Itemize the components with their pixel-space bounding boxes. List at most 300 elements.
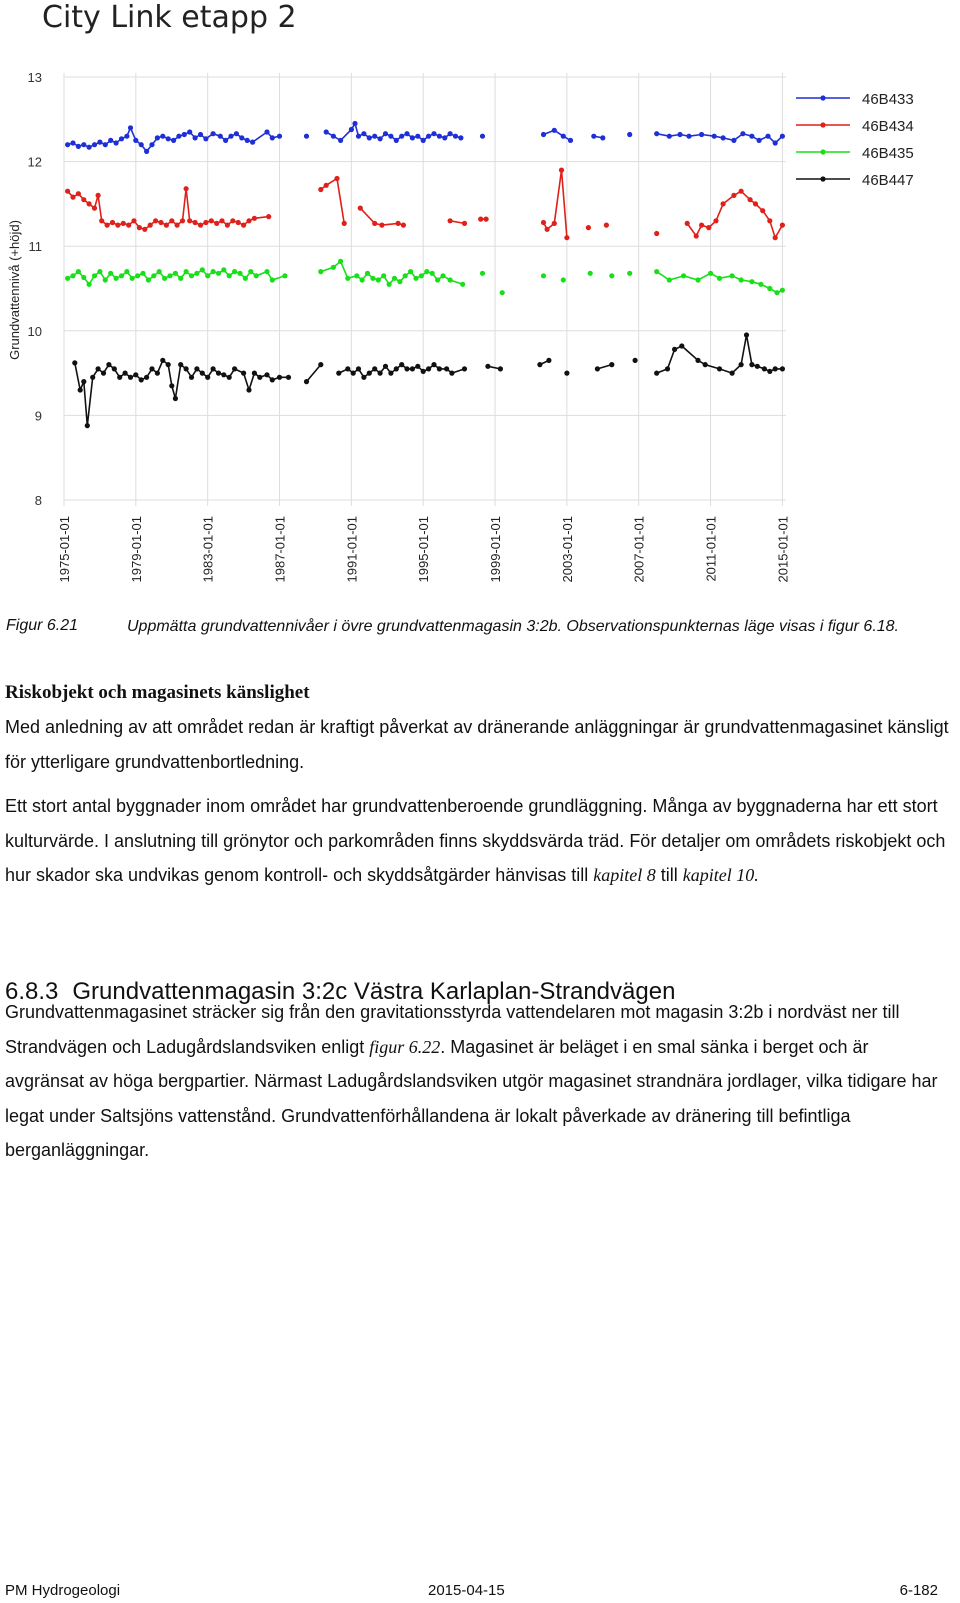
data-point <box>70 140 75 145</box>
data-point <box>717 366 722 371</box>
data-point <box>681 273 686 278</box>
data-point <box>458 135 463 140</box>
data-point <box>160 358 165 363</box>
data-point <box>124 269 129 274</box>
paragraph-risk-objects-text: Ett stort antal byggnader inom området har grundvattenberoende grundläggning. Många av byggnaderna har ett stort kulturvärde. I anslutning till grönytor och parkområden finns skyddsvärda träd. För detaljer om områdets riskobjekt och hur skador ska undvikas genom kontroll- och skyddsåtgärder hänvisas till <box>5 796 946 885</box>
groundwater-level-chart <box>0 60 940 600</box>
footer-document-name: PM Hydrogeologi <box>5 1582 121 1599</box>
data-point <box>97 269 102 274</box>
data-point <box>342 221 347 226</box>
data-point <box>243 276 248 281</box>
legend-label: 46B447 <box>862 172 914 189</box>
link-kapitel-10[interactable]: kapitel 10. <box>682 865 759 885</box>
data-point <box>588 271 593 276</box>
data-point <box>426 134 431 139</box>
data-point <box>336 371 341 376</box>
data-point <box>184 186 189 191</box>
data-point <box>633 358 638 363</box>
data-point <box>160 134 165 139</box>
data-point <box>205 375 210 380</box>
data-point <box>264 372 269 377</box>
data-point <box>730 273 735 278</box>
chart-y-axis-label: Grundvattennivå (+höjd) <box>7 220 22 360</box>
data-point <box>424 269 429 274</box>
data-point <box>367 135 372 140</box>
data-point <box>345 366 350 371</box>
data-point <box>399 362 404 367</box>
data-point <box>686 134 691 139</box>
data-point <box>139 377 144 382</box>
data-point <box>568 138 573 143</box>
data-point <box>394 138 399 143</box>
data-point <box>404 366 409 371</box>
data-point <box>595 366 600 371</box>
data-point <box>106 362 111 367</box>
data-point <box>731 193 736 198</box>
chart-legend <box>796 91 914 189</box>
data-point <box>135 273 140 278</box>
data-point <box>749 134 754 139</box>
data-point <box>234 131 239 136</box>
data-point <box>277 375 282 380</box>
data-point <box>65 142 70 147</box>
data-point <box>227 273 232 278</box>
data-point <box>140 271 145 276</box>
data-point <box>254 273 259 278</box>
paragraph-risk-objects-mid: till <box>655 865 683 885</box>
data-point <box>182 132 187 137</box>
data-point <box>133 138 138 143</box>
data-point <box>184 269 189 274</box>
x-tick-label: 1979-01-01 <box>128 516 144 583</box>
paragraph-aquifer-text-b: . Magasinet är beläget i en smal sänka i berget och är avgränsat av höga bergpartier. Närmast Ladugårdslandsviken utgör magasinet strandnära jordlager, vilka tidigare har legat under Saltsjöns vattenstånd. Grundvattenförhållandena är lokalt påverkade av dränering till befintliga berganläggningar. <box>5 1036 938 1160</box>
data-point <box>760 208 765 213</box>
data-point <box>239 135 244 140</box>
data-point <box>762 366 767 371</box>
data-point <box>126 223 131 228</box>
data-point <box>699 132 704 137</box>
data-point <box>559 168 564 173</box>
data-point <box>731 138 736 143</box>
data-point <box>654 231 659 236</box>
y-tick-label: 9 <box>34 408 42 424</box>
data-point <box>149 142 154 147</box>
data-point <box>264 129 269 134</box>
data-point <box>216 371 221 376</box>
data-point <box>360 277 365 282</box>
data-point <box>758 282 763 287</box>
data-point <box>246 218 251 223</box>
data-point <box>564 235 569 240</box>
data-point <box>748 197 753 202</box>
data-point <box>448 131 453 136</box>
data-point <box>248 269 253 274</box>
data-point <box>749 279 754 284</box>
data-point <box>304 379 309 384</box>
data-point <box>410 135 415 140</box>
data-point <box>462 366 467 371</box>
paragraph-aquifer-3-2c <box>5 995 950 1168</box>
document-header-title: City Link etapp 2 <box>42 0 297 35</box>
data-point <box>270 135 275 140</box>
data-point <box>225 223 230 228</box>
data-point <box>173 396 178 401</box>
data-point <box>484 217 489 222</box>
data-point <box>500 290 505 295</box>
data-point <box>121 221 126 226</box>
data-point <box>200 267 205 272</box>
data-point <box>166 136 171 141</box>
data-point <box>485 364 490 369</box>
data-point <box>394 366 399 371</box>
data-point <box>76 191 81 196</box>
data-point <box>176 134 181 139</box>
data-point <box>356 366 361 371</box>
data-point <box>227 375 232 380</box>
data-point <box>264 269 269 274</box>
section-title: Grundvattenmagasin 3:2c Västra Karlaplan-Strandvägen <box>72 978 676 1005</box>
data-point <box>108 271 113 276</box>
data-point <box>105 223 110 228</box>
data-point <box>435 277 440 282</box>
data-point <box>780 288 785 293</box>
data-point <box>480 271 485 276</box>
data-point <box>694 233 699 238</box>
data-point <box>421 369 426 374</box>
data-point <box>101 371 106 376</box>
data-point <box>372 134 377 139</box>
data-point <box>324 129 329 134</box>
paragraph-sensitivity: Med anledning av att området redan är kraftigt påverkat av dränerande anläggningar är grundvattenmagasinet känsligt för ytterligare grundvattenbortledning. <box>5 717 949 772</box>
data-point <box>378 136 383 141</box>
data-point <box>110 220 115 225</box>
data-point <box>767 218 772 223</box>
data-point <box>480 134 485 139</box>
y-tick-label: 10 <box>27 323 42 339</box>
data-point <box>169 218 174 223</box>
data-point <box>203 220 208 225</box>
data-point <box>96 366 101 371</box>
data-point <box>153 218 158 223</box>
data-point <box>361 375 366 380</box>
data-point <box>144 149 149 154</box>
data-point <box>155 371 160 376</box>
data-point <box>721 135 726 140</box>
data-point <box>541 132 546 137</box>
data-point <box>444 366 449 371</box>
data-point <box>331 265 336 270</box>
legend-marker <box>820 122 825 127</box>
data-point <box>90 375 95 380</box>
data-point <box>209 218 214 223</box>
data-point <box>361 131 366 136</box>
data-point <box>169 383 174 388</box>
data-point <box>270 277 275 282</box>
data-point <box>70 273 75 278</box>
data-point <box>498 366 503 371</box>
data-point <box>81 197 86 202</box>
data-point <box>187 218 192 223</box>
data-point <box>304 134 309 139</box>
data-point <box>119 136 124 141</box>
data-point <box>198 132 203 137</box>
data-point <box>338 259 343 264</box>
data-point <box>721 201 726 206</box>
data-point <box>654 269 659 274</box>
data-point <box>349 127 354 132</box>
data-point <box>123 371 128 376</box>
data-point <box>545 227 550 232</box>
data-point <box>133 372 138 377</box>
data-point <box>449 371 454 376</box>
data-point <box>695 277 700 282</box>
data-point <box>541 273 546 278</box>
y-tick-label: 12 <box>27 154 42 170</box>
data-point <box>600 135 605 140</box>
data-point <box>228 134 233 139</box>
link-kapitel-8[interactable]: kapitel 8 <box>593 865 656 885</box>
data-point <box>246 387 251 392</box>
data-point <box>211 269 216 274</box>
legend-marker <box>820 149 825 154</box>
data-point <box>146 277 151 282</box>
data-point <box>108 138 113 143</box>
data-point <box>92 206 97 211</box>
data-point <box>430 271 435 276</box>
data-point <box>178 276 183 281</box>
data-point <box>627 271 632 276</box>
data-point <box>81 379 86 384</box>
data-point <box>378 371 383 376</box>
data-point <box>76 144 81 149</box>
legend-label: 46B433 <box>862 91 914 108</box>
data-point <box>257 375 262 380</box>
legend-label: 46B435 <box>862 145 914 162</box>
data-point <box>739 362 744 367</box>
data-point <box>665 366 670 371</box>
plot-area <box>64 73 786 500</box>
data-point <box>780 134 785 139</box>
data-point <box>695 358 700 363</box>
data-point <box>372 366 377 371</box>
data-point <box>372 221 377 226</box>
x-tick-label: 2015-01-01 <box>775 516 791 583</box>
data-point <box>144 375 149 380</box>
x-tick-label: 2003-01-01 <box>559 516 575 583</box>
data-point <box>87 145 92 150</box>
data-point <box>667 277 672 282</box>
data-point <box>604 223 609 228</box>
footer-page-number: 6-182 <box>899 1582 938 1599</box>
data-point <box>241 371 246 376</box>
data-point <box>266 214 271 219</box>
data-point <box>205 273 210 278</box>
data-point <box>437 134 442 139</box>
data-point <box>740 131 745 136</box>
data-point <box>237 271 242 276</box>
data-point <box>338 138 343 143</box>
legend-label: 46B434 <box>862 118 914 135</box>
data-point <box>609 362 614 367</box>
data-point <box>421 138 426 143</box>
data-point <box>744 332 749 337</box>
data-point <box>331 134 336 139</box>
data-point <box>399 134 404 139</box>
data-point <box>139 142 144 147</box>
data-point <box>175 223 180 228</box>
data-point <box>351 371 356 376</box>
data-point <box>426 366 431 371</box>
data-point <box>151 273 156 278</box>
data-point <box>448 277 453 282</box>
data-point <box>81 275 86 280</box>
data-point <box>773 235 778 240</box>
data-point <box>114 140 119 145</box>
data-point <box>252 371 257 376</box>
data-point <box>627 132 632 137</box>
data-point <box>166 362 171 367</box>
data-point <box>103 142 108 147</box>
data-point <box>755 364 760 369</box>
data-point <box>85 423 90 428</box>
data-point <box>354 273 359 278</box>
data-point <box>685 221 690 226</box>
chart-grid <box>64 73 786 506</box>
data-point <box>561 277 566 282</box>
data-point <box>367 371 372 376</box>
data-point <box>780 366 785 371</box>
data-point <box>119 273 124 278</box>
data-point <box>193 220 198 225</box>
data-point <box>76 269 81 274</box>
data-point <box>404 131 409 136</box>
data-point <box>749 362 754 367</box>
data-point <box>167 273 172 278</box>
data-point <box>717 276 722 281</box>
data-point <box>214 221 219 226</box>
data-point <box>72 360 77 365</box>
data-point <box>193 135 198 140</box>
data-point <box>277 134 282 139</box>
data-point <box>223 138 228 143</box>
data-point <box>324 183 329 188</box>
data-point <box>388 134 393 139</box>
data-point <box>381 273 386 278</box>
data-point <box>401 223 406 228</box>
data-point <box>730 371 735 376</box>
data-point <box>352 121 357 126</box>
data-point <box>164 223 169 228</box>
data-point <box>286 375 291 380</box>
data-point <box>564 371 569 376</box>
data-point <box>232 366 237 371</box>
data-point <box>178 362 183 367</box>
footer-date: 2015-04-15 <box>428 1582 505 1599</box>
data-point <box>408 269 413 274</box>
data-point <box>356 134 361 139</box>
data-point <box>173 271 178 276</box>
data-point <box>757 138 762 143</box>
data-point <box>462 221 467 226</box>
data-point <box>699 223 704 228</box>
paragraph-risk-objects <box>5 789 950 893</box>
data-point <box>586 225 591 230</box>
data-point <box>706 225 711 230</box>
y-tick-label: 13 <box>27 70 42 85</box>
data-point <box>713 218 718 223</box>
data-point <box>448 218 453 223</box>
data-point <box>115 223 120 228</box>
data-point <box>397 279 402 284</box>
data-point <box>739 189 744 194</box>
data-point <box>703 362 708 367</box>
data-point <box>65 276 70 281</box>
data-point <box>453 134 458 139</box>
data-point <box>387 282 392 287</box>
data-point <box>198 223 203 228</box>
x-tick-label: 2007-01-01 <box>631 516 647 583</box>
section-heading-risk: Riskobjekt och magasinets känslighet <box>5 682 310 703</box>
figure-caption: Uppmätta grundvattennivåer i övre grundvattenmagasin 3:2b. Observationspunkternas läge visas i figur 6.18. <box>127 618 899 635</box>
data-point <box>679 343 684 348</box>
data-point <box>431 362 436 367</box>
data-point <box>128 125 133 130</box>
figure-label: Figur 6.21 <box>6 617 79 634</box>
data-point <box>65 189 70 194</box>
data-point <box>211 131 216 136</box>
data-point <box>753 201 758 206</box>
data-point <box>442 135 447 140</box>
data-point <box>345 276 350 281</box>
data-point <box>221 372 226 377</box>
data-point <box>155 135 160 140</box>
data-point <box>712 134 717 139</box>
data-point <box>379 223 384 228</box>
data-point <box>92 142 97 147</box>
data-point <box>236 220 241 225</box>
y-tick-label: 8 <box>34 493 42 508</box>
legend-marker <box>820 176 825 181</box>
data-point <box>230 218 235 223</box>
data-point <box>81 142 86 147</box>
x-tick-label: 1987-01-01 <box>272 516 288 583</box>
data-point <box>677 132 682 137</box>
data-point <box>241 223 246 228</box>
data-point <box>194 271 199 276</box>
data-point <box>388 371 393 376</box>
data-point <box>78 387 83 392</box>
data-point <box>780 223 785 228</box>
data-point <box>552 128 557 133</box>
data-point <box>478 217 483 222</box>
data-point <box>218 134 223 139</box>
x-tick-label: 2011-01-01 <box>703 516 719 582</box>
data-point <box>654 131 659 136</box>
x-tick-label: 1983-01-01 <box>200 516 216 583</box>
data-point <box>189 375 194 380</box>
data-point <box>124 134 129 139</box>
data-point <box>546 358 551 363</box>
data-point <box>252 216 257 221</box>
data-point <box>171 138 176 143</box>
data-point <box>117 375 122 380</box>
data-point <box>114 276 119 281</box>
data-point <box>437 366 442 371</box>
link-figur-6-22[interactable]: figur 6.22 <box>369 1036 441 1057</box>
data-point <box>358 206 363 211</box>
data-point <box>148 223 153 228</box>
data-point <box>383 131 388 136</box>
